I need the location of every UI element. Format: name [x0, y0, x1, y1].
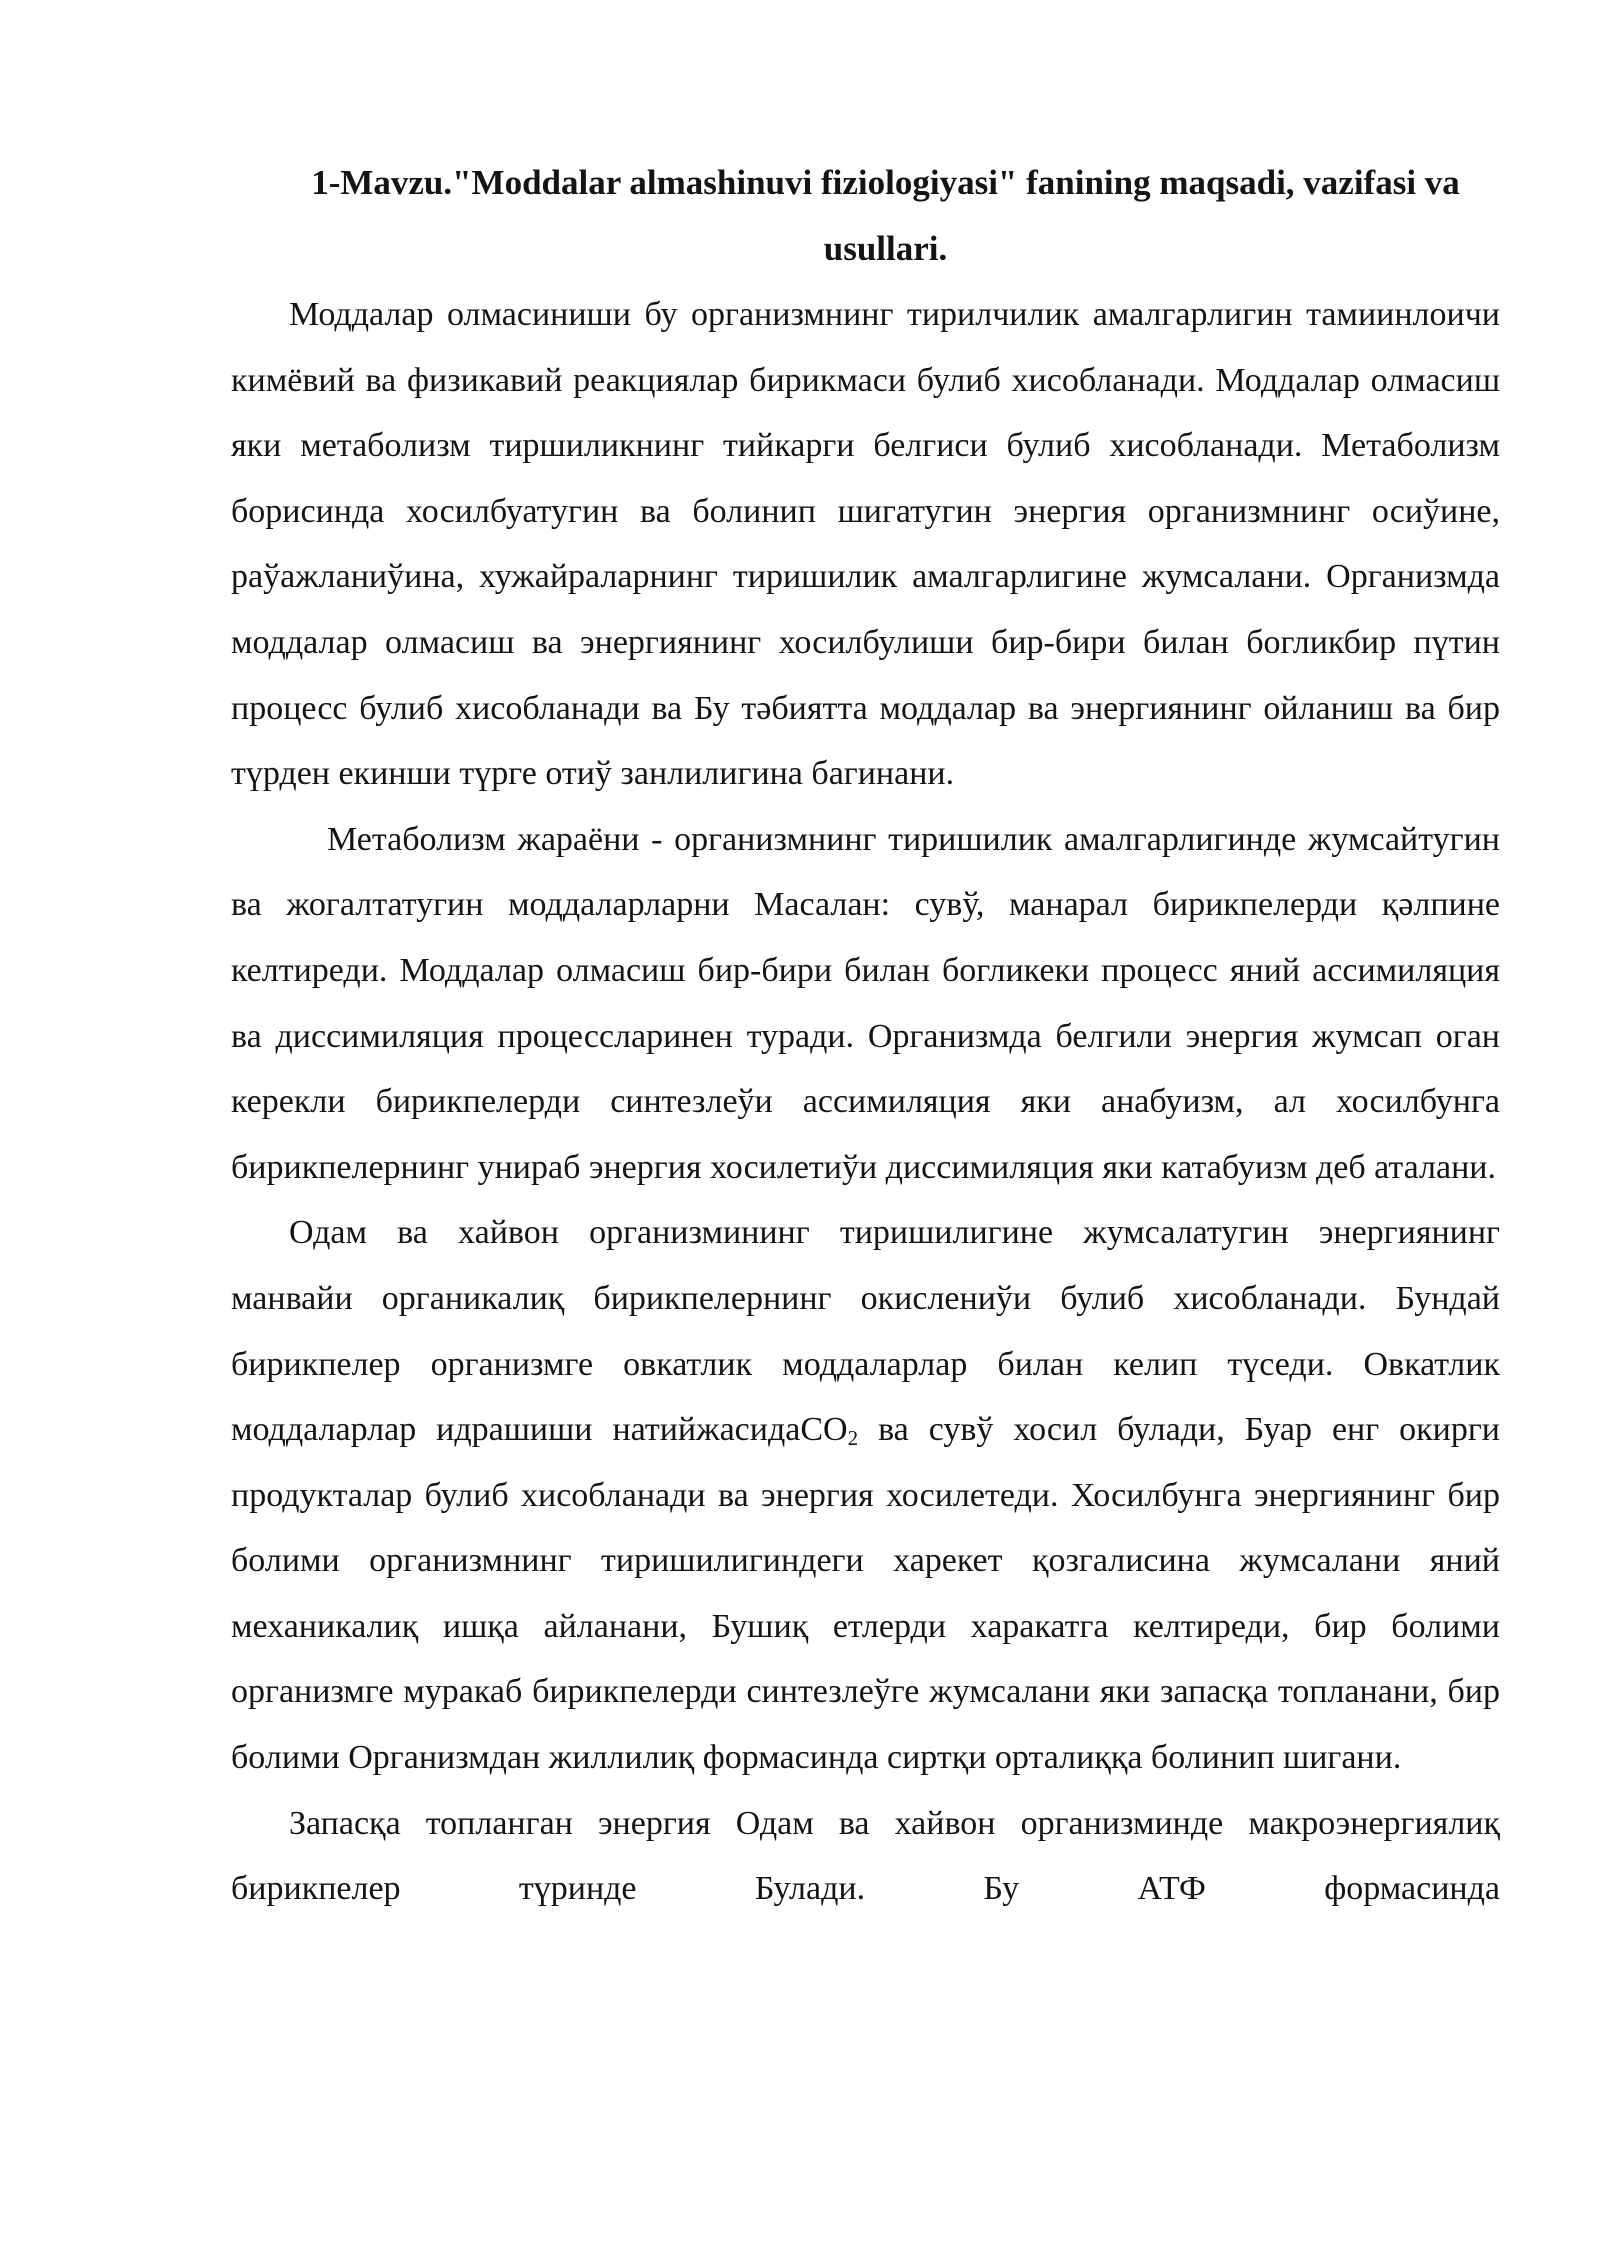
paragraph-3-start: Одам ва хайвон организмининг тиришилигине жумсалатугин энергиянинг манвайи органикалиқ бирикпелернинг окислениўи булиб хисобланади. Бундай бирикпелер организмге овкатлик моддаларлар билан келип түседи. Овкатлик моддаларлар идрашиши натийжасида: [231, 1214, 1500, 1449]
co2-subscript: 2: [847, 1426, 859, 1451]
co2-formula: CO: [800, 1411, 848, 1449]
document-body: [231, 150, 1500, 1922]
paragraph-3: [231, 1200, 1500, 1790]
paragraph-4: Запасқа топланган энергия Одам ва хайвон организминде макроэнергиялиқ бирикпелер түринде Булади. Бу АТФ формасинда: [231, 1804, 1500, 1908]
paragraph-2: Метаболизм жараёни - организмнинг тиришилик амалгарлигинде жумсайтугин ва жогалтатугин моддаларларни Масалан: сувў, манарал бирикпелерди қәлпине келтиреди. Моддалар олмасиш бир-бири билан богликеки процесс яний ассимиляция ва диссимиляция процессларинен туради. Организмда белгили энергия жумсап оган керекли бирикпелерди синтезлеўи ассимиляция яки анабуизм, ал хосилбунга бирикпелернинг унираб энергия хосилетиўи диссимиляция яки катабуизм деб аталани.: [231, 820, 1500, 1186]
paragraph-1: Моддалар олмасиниши бу организмнинг тирилчилик амалгарлигин тамиинлоичи кимёвий ва физикавий реакциялар бирикмаси булиб хисобланади. Моддалар олмасиш яки метаболизм тиршиликнинг тийкарги белгиси булиб хисобланади. Метаболизм борисинда хосилбуатугин ва болинип шигатугин энергия организмнинг осиўине, раўажланиўина, хужайраларнинг тиришилик амалгарлигине жумсалани. Организмда моддалар олмасиш ва энергиянинг хосилбулиши бир-бири билан богликбир пүтин процесс булиб хисобланади ва Бу тәбиятта моддалар ва энергиянинг ойланиш ва бир түрден екинши түрге отиў занлилигина багинани.: [231, 296, 1500, 793]
paragraph-3-rest: ва сувў хосил булади, Буар енг окирги продукталар булиб хисобланади ва энергия хосилетеди. Хосилбунга энергиянинг бир болими организмнинг тиришилигиндеги харекет қозгалисина жумсалани яний механикалиқ ишқа айланани, Бушиқ етлерди харакатга келтиреди, бир болими организмге муракаб бирикпелерди синтезлеўге жумсалани яки запасқа топланани, бир болими Организмдан жиллилиқ формасинда сиртқи орталиққа болинип шигани.: [231, 1411, 1500, 1777]
page-title: 1-Mavzu."Moddalar almashinuvi fiziologiyasi" fanining maqsadi, vazifasi va usullari.: [311, 163, 1460, 268]
